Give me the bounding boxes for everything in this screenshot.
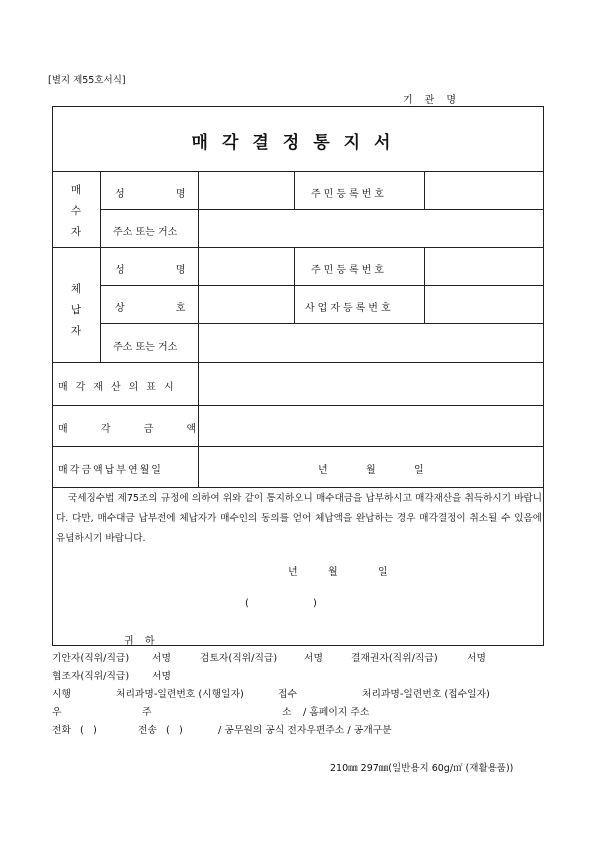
approver-sign: 서명	[467, 653, 486, 664]
enforce-detail: 처리과명-일련번호 (시행일자)	[116, 689, 244, 700]
buyer-name-label: 성 명	[115, 189, 186, 200]
vline-buyer-id-right	[424, 171, 425, 209]
vline-label	[198, 171, 199, 487]
line-delinq-2	[100, 323, 544, 324]
email-label: / 공무원의 공식 전자우편주소 / 공개구분	[218, 725, 392, 736]
delinquent-name-field[interactable]	[200, 249, 293, 284]
paren-close: )	[313, 598, 317, 609]
reviewer-sign: 서명	[304, 653, 323, 664]
fax-label: 전송 ( )	[138, 725, 183, 736]
cooperator-sign: 서명	[152, 671, 171, 682]
phone-label: 전화 ( )	[52, 725, 97, 736]
homepage-label: / 홈페이지 주소	[303, 707, 370, 718]
street-label: 주	[142, 707, 152, 718]
agency-name: 기관명	[403, 95, 468, 106]
vline-group	[100, 171, 101, 362]
delinquent-id-label: 주민등록번호	[311, 265, 387, 276]
due-date-label: 매각금액납부연월일	[58, 465, 163, 476]
delinquent-name-label: 성 명	[115, 265, 186, 276]
delinquent-trade-field[interactable]	[200, 287, 293, 322]
line-delinq-1	[100, 285, 544, 286]
paren-open: (	[245, 598, 249, 609]
due-year: 년	[318, 465, 328, 476]
notice-day: 일	[378, 567, 388, 578]
line-due-bottom	[52, 487, 544, 488]
property-field[interactable]	[200, 364, 542, 404]
line-delinq-bottom	[52, 362, 544, 363]
zip-label: 우	[52, 707, 62, 718]
delinquent-address-label: 주소 또는 거소	[113, 342, 178, 353]
delinquent-address-field[interactable]	[200, 325, 542, 361]
vline-delinq-id-right	[424, 247, 425, 323]
reviewer-label: 검토자(직위/직급)	[200, 653, 278, 664]
approver-label: 결재권자(직위/직급)	[351, 653, 438, 664]
amount-field[interactable]	[200, 407, 542, 445]
delinquent-trade-label: 상 호	[115, 303, 186, 314]
line-amount-bottom	[52, 446, 544, 447]
receipt-label: 접수	[278, 689, 297, 700]
form-number: [별지 제55호서식]	[48, 75, 126, 86]
issuer-field[interactable]	[256, 595, 308, 613]
line-buyer-mid	[100, 209, 544, 210]
buyer-id-label: 주민등록번호	[311, 189, 387, 200]
amount-label: 매 각 금 액	[58, 424, 197, 435]
drafter-sign: 서명	[152, 653, 171, 664]
due-day: 일	[414, 465, 424, 476]
document-title: 매각결정통지서	[191, 133, 405, 153]
buyer-name-field[interactable]	[200, 173, 293, 208]
buyer-id-field[interactable]	[426, 173, 542, 208]
vline-delinq-id-left	[294, 247, 295, 323]
buyer-group-label: 매 수 자	[70, 184, 82, 238]
property-label: 매각재산의표시	[58, 382, 182, 393]
line-buyer-bottom	[52, 247, 544, 248]
enforce-label: 시행	[52, 689, 71, 700]
line-property-bottom	[52, 405, 544, 406]
cooperator-label: 협조자(직위/직급)	[52, 671, 130, 682]
notice-month: 월	[328, 567, 338, 578]
delinquent-id-field[interactable]	[426, 249, 542, 284]
delinquent-biz-field[interactable]	[426, 287, 542, 322]
delinquent-biz-label: 사업자등록번호	[305, 303, 394, 314]
addressee: 귀 하	[124, 636, 155, 647]
buyer-address-label: 주소 또는 거소	[113, 227, 178, 238]
notice-year: 년	[288, 567, 298, 578]
line-title-bottom	[52, 171, 544, 172]
buyer-address-field[interactable]	[200, 211, 542, 246]
address-so-label: 소	[282, 707, 292, 718]
receipt-detail: 처리과명-일련번호 (접수일자)	[362, 689, 490, 700]
vline-buyer-id-left	[294, 171, 295, 209]
delinquent-group-label: 체 납 자	[70, 283, 82, 337]
due-month: 월	[366, 465, 376, 476]
notice-body: 국세징수법 제75조의 규정에 의하여 위와 같이 통지하오니 매수대금을 납부하시고 매각재산을 취득하시기 바랍니다. 다만, 매수대금 납부전에 체납자가 매수인의 동의를 얻어 체납액을 완납하는 경우 매각결정이 취소될 수 있음에 유념하시기 바랍니다.	[56, 493, 542, 544]
drafter-label: 기안자(직위/직급)	[52, 653, 130, 664]
paper-spec: 210㎜ 297㎜(일반용지 60g/㎡ (재활용품))	[330, 763, 514, 774]
